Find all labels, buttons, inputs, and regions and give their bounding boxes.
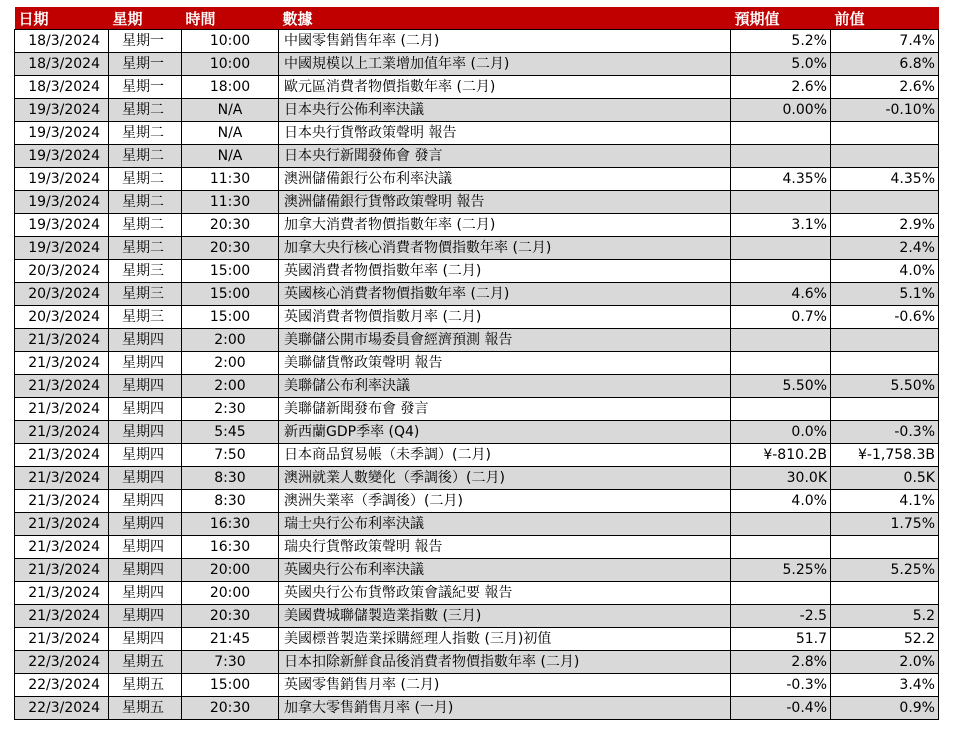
cell-forecast: 5.50% (731, 375, 831, 398)
cell-previous: 5.2 (831, 605, 939, 628)
cell-description: 澳洲就業人數變化（季調後）(二月) (279, 467, 731, 490)
cell-previous: 0.5K (831, 467, 939, 490)
cell-weekday: 星期一 (109, 53, 182, 76)
cell-time: N/A (182, 122, 279, 145)
cell-description: 日本央行貨幣政策聲明 報告 (279, 122, 731, 145)
cell-previous: 4.35% (831, 168, 939, 191)
table-row (15, 214, 939, 237)
cell-time: 8:30 (182, 490, 279, 513)
cell-forecast: 0.7% (731, 306, 831, 329)
cell-previous: -0.6% (831, 306, 939, 329)
cell-weekday: 星期一 (109, 76, 182, 99)
cell-date: 22/3/2024 (15, 674, 109, 697)
table-row (15, 697, 939, 720)
table-row (15, 605, 939, 628)
cell-description: 英國央行公布利率決議 (279, 559, 731, 582)
cell-date: 21/3/2024 (15, 490, 109, 513)
cell-weekday: 星期四 (109, 536, 182, 559)
cell-time: 2:30 (182, 398, 279, 421)
table-row (15, 559, 939, 582)
cell-description: 美國標普製造業採購經理人指數 (三月)初值 (279, 628, 731, 651)
cell-date: 22/3/2024 (15, 697, 109, 720)
cell-time: 5:45 (182, 421, 279, 444)
cell-time: 8:30 (182, 467, 279, 490)
cell-weekday: 星期四 (109, 582, 182, 605)
cell-forecast (731, 582, 831, 605)
cell-weekday: 星期二 (109, 191, 182, 214)
cell-forecast (731, 191, 831, 214)
cell-date: 19/3/2024 (15, 168, 109, 191)
cell-time: 2:00 (182, 375, 279, 398)
header-data: 數據 (279, 7, 731, 30)
cell-forecast (731, 513, 831, 536)
cell-date: 21/3/2024 (15, 352, 109, 375)
cell-weekday: 星期四 (109, 398, 182, 421)
cell-description: 加拿大央行核心消費者物價指數年率 (二月) (279, 237, 731, 260)
cell-previous: -0.3% (831, 421, 939, 444)
cell-weekday: 星期二 (109, 214, 182, 237)
cell-forecast (731, 398, 831, 421)
cell-description: 澳洲儲備銀行貨幣政策聲明 報告 (279, 191, 731, 214)
cell-description: 英國央行公布貨幣政策會議紀要 報告 (279, 582, 731, 605)
cell-weekday: 星期四 (109, 375, 182, 398)
cell-forecast (731, 536, 831, 559)
cell-previous: 5.25% (831, 559, 939, 582)
cell-date: 22/3/2024 (15, 651, 109, 674)
table-row (15, 582, 939, 605)
table-row (15, 536, 939, 559)
cell-previous: 2.0% (831, 651, 939, 674)
cell-previous: 7.4% (831, 30, 939, 53)
cell-weekday: 星期三 (109, 260, 182, 283)
table-row (15, 30, 939, 53)
cell-forecast: 30.0K (731, 467, 831, 490)
cell-previous: 5.50% (831, 375, 939, 398)
cell-description: 澳洲失業率（季調後）(二月) (279, 490, 731, 513)
cell-description: 中國規模以上工業增加值年率 (二月) (279, 53, 731, 76)
cell-time: 11:30 (182, 168, 279, 191)
cell-forecast: 51.7 (731, 628, 831, 651)
cell-description: 美聯儲公開市場委員會經濟預測 報告 (279, 329, 731, 352)
cell-forecast: 4.0% (731, 490, 831, 513)
economic-calendar-table (14, 7, 939, 720)
cell-time: 20:30 (182, 237, 279, 260)
cell-description: 英國消費者物價指數月率 (二月) (279, 306, 731, 329)
table-row (15, 467, 939, 490)
cell-time: 20:00 (182, 559, 279, 582)
cell-forecast: 5.25% (731, 559, 831, 582)
cell-description: 中國零售銷售年率 (二月) (279, 30, 731, 53)
table-row (15, 191, 939, 214)
cell-weekday: 星期二 (109, 168, 182, 191)
table-row (15, 260, 939, 283)
cell-time: 16:30 (182, 536, 279, 559)
table-row (15, 674, 939, 697)
cell-date: 19/3/2024 (15, 191, 109, 214)
cell-forecast: 2.6% (731, 76, 831, 99)
cell-forecast: 0.00% (731, 99, 831, 122)
cell-weekday: 星期四 (109, 605, 182, 628)
table-row (15, 651, 939, 674)
cell-date: 18/3/2024 (15, 30, 109, 53)
cell-previous: 5.1% (831, 283, 939, 306)
cell-previous (831, 582, 939, 605)
cell-description: 歐元區消費者物價指數年率 (二月) (279, 76, 731, 99)
cell-description: 美國費城聯儲製造業指數 (三月) (279, 605, 731, 628)
cell-date: 19/3/2024 (15, 237, 109, 260)
cell-date: 21/3/2024 (15, 398, 109, 421)
cell-time: 18:00 (182, 76, 279, 99)
cell-time: 11:30 (182, 191, 279, 214)
cell-description: 日本扣除新鮮食品後消費者物價指數年率 (二月) (279, 651, 731, 674)
cell-date: 21/3/2024 (15, 605, 109, 628)
cell-previous: 0.9% (831, 697, 939, 720)
table-row (15, 398, 939, 421)
cell-previous (831, 122, 939, 145)
cell-weekday: 星期五 (109, 674, 182, 697)
cell-time: 20:30 (182, 605, 279, 628)
cell-previous: 2.9% (831, 214, 939, 237)
cell-date: 21/3/2024 (15, 421, 109, 444)
cell-previous: ¥-1,758.3B (831, 444, 939, 467)
cell-weekday: 星期四 (109, 467, 182, 490)
header-time: 時間 (182, 7, 279, 30)
cell-weekday: 星期二 (109, 122, 182, 145)
header-weekday: 星期 (109, 7, 182, 30)
cell-date: 18/3/2024 (15, 53, 109, 76)
cell-forecast: -0.4% (731, 697, 831, 720)
cell-weekday: 星期四 (109, 421, 182, 444)
cell-description: 英國核心消費者物價指數年率 (二月) (279, 283, 731, 306)
table-row (15, 99, 939, 122)
cell-description: 瑞士央行公布利率決議 (279, 513, 731, 536)
cell-time: 15:00 (182, 306, 279, 329)
cell-forecast: 0.0% (731, 421, 831, 444)
cell-description: 新西蘭GDP季率 (Q4) (279, 421, 731, 444)
cell-date: 21/3/2024 (15, 444, 109, 467)
cell-weekday: 星期二 (109, 99, 182, 122)
cell-forecast: -0.3% (731, 674, 831, 697)
cell-previous: 2.6% (831, 76, 939, 99)
cell-date: 21/3/2024 (15, 628, 109, 651)
table-row (15, 352, 939, 375)
table-row (15, 283, 939, 306)
cell-date: 20/3/2024 (15, 260, 109, 283)
cell-date: 18/3/2024 (15, 76, 109, 99)
table-body (15, 30, 939, 720)
cell-date: 19/3/2024 (15, 99, 109, 122)
cell-time: 15:00 (182, 260, 279, 283)
cell-description: 英國零售銷售月率 (二月) (279, 674, 731, 697)
table-row (15, 145, 939, 168)
table-row (15, 53, 939, 76)
cell-forecast: 2.8% (731, 651, 831, 674)
table-row (15, 490, 939, 513)
cell-forecast (731, 329, 831, 352)
table-row (15, 513, 939, 536)
header-row (15, 7, 939, 30)
cell-time: 2:00 (182, 352, 279, 375)
table-row (15, 421, 939, 444)
cell-weekday: 星期四 (109, 444, 182, 467)
cell-date: 19/3/2024 (15, 122, 109, 145)
cell-forecast: 5.0% (731, 53, 831, 76)
cell-previous: 52.2 (831, 628, 939, 651)
cell-previous: 1.75% (831, 513, 939, 536)
cell-forecast (731, 237, 831, 260)
cell-forecast: 3.1% (731, 214, 831, 237)
cell-date: 21/3/2024 (15, 513, 109, 536)
cell-time: 7:50 (182, 444, 279, 467)
cell-description: 日本央行新聞發佈會 發言 (279, 145, 731, 168)
cell-weekday: 星期四 (109, 559, 182, 582)
cell-description: 美聯儲新聞發布會 發言 (279, 398, 731, 421)
table-row (15, 329, 939, 352)
cell-previous (831, 536, 939, 559)
cell-weekday: 星期三 (109, 306, 182, 329)
cell-forecast: 4.6% (731, 283, 831, 306)
cell-previous (831, 352, 939, 375)
table-row (15, 628, 939, 651)
cell-weekday: 星期五 (109, 651, 182, 674)
cell-previous: 3.4% (831, 674, 939, 697)
cell-previous: -0.10% (831, 99, 939, 122)
cell-description: 瑞央行貨幣政策聲明 報告 (279, 536, 731, 559)
cell-weekday: 星期二 (109, 237, 182, 260)
cell-weekday: 星期五 (109, 697, 182, 720)
cell-time: 15:00 (182, 283, 279, 306)
table-row (15, 168, 939, 191)
header-forecast: 預期值 (731, 7, 831, 30)
cell-time: 10:00 (182, 30, 279, 53)
cell-time: 15:00 (182, 674, 279, 697)
cell-forecast (731, 145, 831, 168)
table-row (15, 237, 939, 260)
cell-description: 美聯儲公布利率決議 (279, 375, 731, 398)
cell-date: 21/3/2024 (15, 467, 109, 490)
cell-description: 日本商品貿易帳（未季調）(二月) (279, 444, 731, 467)
cell-description: 英國消費者物價指數年率 (二月) (279, 260, 731, 283)
cell-time: 7:30 (182, 651, 279, 674)
cell-description: 澳洲儲備銀行公布利率決議 (279, 168, 731, 191)
cell-forecast (731, 352, 831, 375)
cell-description: 日本央行公佈利率決議 (279, 99, 731, 122)
cell-weekday: 星期四 (109, 329, 182, 352)
cell-previous: 6.8% (831, 53, 939, 76)
cell-date: 19/3/2024 (15, 145, 109, 168)
cell-description: 加拿大消費者物價指數年率 (二月) (279, 214, 731, 237)
cell-previous (831, 145, 939, 168)
table-row (15, 122, 939, 145)
cell-time: N/A (182, 99, 279, 122)
cell-description: 加拿大零售銷售月率 (一月) (279, 697, 731, 720)
cell-weekday: 星期一 (109, 30, 182, 53)
cell-date: 21/3/2024 (15, 582, 109, 605)
cell-time: 10:00 (182, 53, 279, 76)
cell-forecast (731, 260, 831, 283)
cell-forecast: ¥-810.2B (731, 444, 831, 467)
cell-date: 21/3/2024 (15, 329, 109, 352)
cell-previous: 4.1% (831, 490, 939, 513)
cell-time: 21:45 (182, 628, 279, 651)
cell-time: 2:00 (182, 329, 279, 352)
cell-date: 20/3/2024 (15, 306, 109, 329)
cell-weekday: 星期二 (109, 145, 182, 168)
table-row (15, 306, 939, 329)
cell-forecast (731, 122, 831, 145)
cell-time: 20:30 (182, 214, 279, 237)
header-date: 日期 (15, 7, 109, 30)
header-previous: 前值 (831, 7, 939, 30)
cell-previous (831, 398, 939, 421)
cell-date: 21/3/2024 (15, 559, 109, 582)
cell-date: 20/3/2024 (15, 283, 109, 306)
cell-weekday: 星期三 (109, 283, 182, 306)
cell-previous (831, 191, 939, 214)
cell-time: N/A (182, 145, 279, 168)
table-row (15, 444, 939, 467)
cell-description: 美聯儲貨幣政策聲明 報告 (279, 352, 731, 375)
table-row (15, 375, 939, 398)
cell-previous: 4.0% (831, 260, 939, 283)
cell-previous (831, 329, 939, 352)
cell-weekday: 星期四 (109, 513, 182, 536)
cell-date: 21/3/2024 (15, 536, 109, 559)
cell-date: 19/3/2024 (15, 214, 109, 237)
cell-date: 21/3/2024 (15, 375, 109, 398)
cell-weekday: 星期四 (109, 352, 182, 375)
cell-time: 20:00 (182, 582, 279, 605)
cell-forecast: -2.5 (731, 605, 831, 628)
table-header (15, 7, 939, 30)
cell-weekday: 星期四 (109, 490, 182, 513)
cell-previous: 2.4% (831, 237, 939, 260)
table-row (15, 76, 939, 99)
cell-forecast: 4.35% (731, 168, 831, 191)
cell-time: 16:30 (182, 513, 279, 536)
cell-weekday: 星期四 (109, 628, 182, 651)
cell-time: 20:30 (182, 697, 279, 720)
cell-forecast: 5.2% (731, 30, 831, 53)
